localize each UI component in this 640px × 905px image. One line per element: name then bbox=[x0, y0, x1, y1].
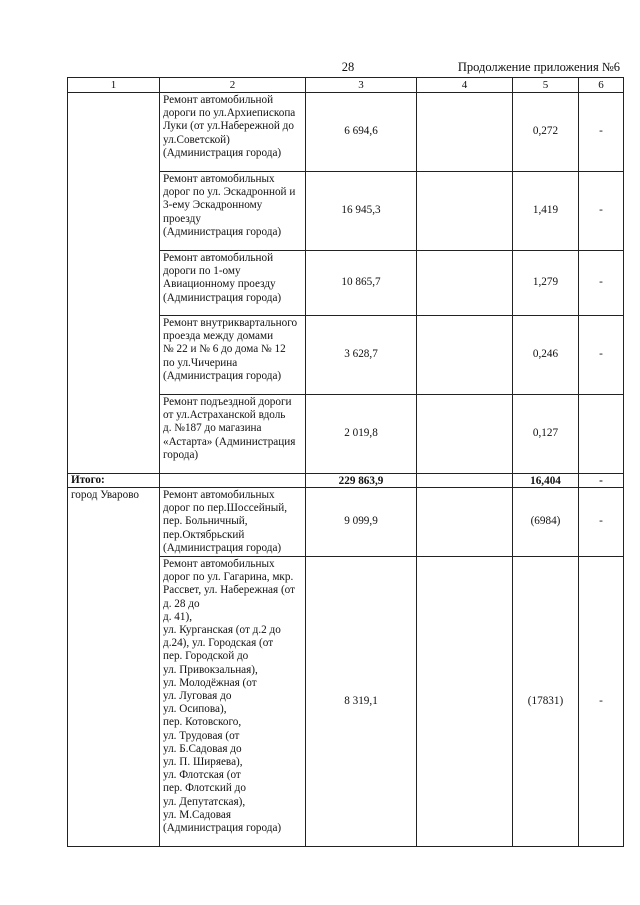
desc-line: д. №187 до магазина bbox=[163, 422, 262, 435]
cost-cell: 9 099,9 bbox=[306, 488, 417, 557]
road-description bbox=[160, 557, 306, 847]
desc-line: д. 28 до bbox=[163, 597, 200, 610]
desc-line: по ул.Чичерина bbox=[163, 356, 238, 369]
col4-cell bbox=[417, 488, 513, 557]
col6-cell: - bbox=[579, 251, 624, 316]
length-cell: 1,279 bbox=[513, 251, 579, 316]
desc-line: дорог по пер.Шоссейный, bbox=[163, 502, 288, 515]
col6-cell bbox=[579, 395, 624, 474]
col4-cell bbox=[417, 93, 513, 172]
desc-line: Ремонт автомобильной bbox=[163, 252, 274, 264]
total-col4 bbox=[417, 474, 513, 488]
col4-cell bbox=[417, 172, 513, 251]
length-cell: (17831) bbox=[513, 557, 579, 847]
desc-line: дорог по ул. Гагарина, мкр. bbox=[163, 571, 294, 584]
desc-line: Ремонт автомобильных bbox=[163, 558, 275, 571]
cost-cell: 16 945,3 bbox=[306, 172, 417, 251]
desc-line: Ремонт подъездной дороги bbox=[163, 396, 292, 408]
desc-line: пер.Октябрьский bbox=[163, 528, 245, 541]
length-cell: 1,419 bbox=[513, 172, 579, 251]
desc-line: Ремонт внутриквартального bbox=[163, 317, 298, 329]
length-cell: 0,272 bbox=[513, 93, 579, 172]
desc-line: дороги по 1-ому bbox=[163, 265, 241, 278]
desc-line: ул. Молодёжная (от bbox=[163, 676, 257, 689]
desc-line: проезду bbox=[163, 212, 201, 225]
desc-line: д.24), ул. Городская (от bbox=[163, 637, 274, 650]
col4-cell bbox=[417, 557, 513, 847]
desc-line: ул. М.Садовая bbox=[163, 808, 231, 821]
desc-line: ул. Флотская (от bbox=[163, 769, 241, 782]
desc-line: (Администрация города) bbox=[163, 291, 282, 304]
desc-line: ул. П. Ширяева), bbox=[163, 756, 243, 769]
roads-table bbox=[67, 77, 624, 847]
length-cell: (6984) bbox=[513, 488, 579, 557]
desc-line: (Администрация города) bbox=[163, 146, 282, 159]
desc-line: Ремонт автомобильных bbox=[163, 489, 275, 501]
col6-cell: - bbox=[579, 93, 624, 172]
road-description bbox=[160, 488, 306, 557]
desc-line: Ремонт автомобильной bbox=[163, 94, 274, 106]
desc-line: ул. Курганская (от д.2 до bbox=[163, 624, 281, 637]
city-name-cell: город Уварово bbox=[68, 488, 160, 847]
desc-line: ул. Луговая до bbox=[163, 690, 232, 703]
cost-cell: 3 628,7 bbox=[306, 316, 417, 395]
desc-line: № 22 и № 6 до дома № 12 bbox=[163, 343, 286, 356]
total-length: 16,404 bbox=[513, 474, 579, 488]
desc-line: ул. Привокзальная), bbox=[163, 663, 258, 676]
col6-cell: - bbox=[579, 172, 624, 251]
col6-cell: - bbox=[579, 557, 624, 847]
desc-line: Луки (от ул.Набережной до bbox=[163, 120, 294, 133]
desc-line: от ул.Астраханской вдоль bbox=[163, 409, 286, 422]
desc-line: (Администрация города) bbox=[163, 225, 282, 238]
total-col6: - bbox=[579, 474, 624, 488]
desc-line: Ремонт автомобильных bbox=[163, 173, 275, 185]
desc-line: Авиационному проезду bbox=[163, 278, 276, 291]
col4-cell bbox=[417, 316, 513, 395]
desc-line: пер. Городской до bbox=[163, 650, 249, 663]
col-num-5: 5 bbox=[513, 78, 579, 93]
col-num-6: 6 bbox=[579, 78, 624, 93]
road-description bbox=[160, 316, 306, 395]
appendix-continuation: Продолжение приложения №6 bbox=[457, 60, 620, 74]
length-cell: 0,246 bbox=[513, 316, 579, 395]
road-description bbox=[160, 395, 306, 474]
col-num-1: 1 bbox=[68, 78, 160, 93]
total-desc-cell bbox=[160, 474, 306, 488]
cost-cell: 6 694,6 bbox=[306, 93, 417, 172]
desc-line: ул. Депутатская), bbox=[163, 795, 246, 808]
table-row bbox=[68, 488, 624, 557]
total-label: Итого: bbox=[68, 474, 160, 488]
cost-cell: 8 319,1 bbox=[306, 557, 417, 847]
desc-line: дорог по ул. Эскадронной и bbox=[163, 186, 296, 199]
desc-line: д. 41), bbox=[163, 610, 192, 623]
road-description bbox=[160, 93, 306, 172]
col4-cell bbox=[417, 251, 513, 316]
length-cell: 0,127 bbox=[513, 395, 579, 474]
total-row bbox=[68, 474, 624, 488]
column-number-row bbox=[68, 78, 624, 93]
desc-line: Рассвет, ул. Набережная (от bbox=[163, 584, 296, 597]
col-num-4: 4 bbox=[417, 78, 513, 93]
desc-line: пер. Котовского, bbox=[163, 716, 242, 729]
road-description bbox=[160, 251, 306, 316]
desc-line: ул. Осипова), bbox=[163, 703, 227, 716]
cost-cell: 10 865,7 bbox=[306, 251, 417, 316]
desc-line: проезда между домами bbox=[163, 330, 274, 343]
road-description bbox=[160, 172, 306, 251]
desc-line: пер. Больничный, bbox=[163, 515, 248, 528]
desc-line: города) bbox=[163, 448, 199, 461]
page-number: 28 bbox=[341, 60, 355, 74]
desc-line: ул.Советской) bbox=[163, 133, 230, 146]
desc-line: «Астарта» (Администрация bbox=[163, 435, 296, 448]
cost-cell: 2 019,8 bbox=[306, 395, 417, 474]
desc-line: (Администрация города) bbox=[163, 822, 282, 835]
total-cost: 229 863,9 bbox=[306, 474, 417, 488]
desc-line: пер. Флотский до bbox=[163, 782, 246, 795]
desc-line: ул. Б.Садовая до bbox=[163, 742, 242, 755]
col-num-2: 2 bbox=[160, 78, 306, 93]
table-row bbox=[68, 93, 624, 172]
desc-line: (Администрация города) bbox=[163, 369, 282, 382]
desc-line: ул. Трудовая (от bbox=[163, 729, 240, 742]
col6-cell: - bbox=[579, 488, 624, 557]
col4-cell bbox=[417, 395, 513, 474]
desc-line: 3-ему Эскадронному bbox=[163, 199, 263, 212]
col-num-3: 3 bbox=[306, 78, 417, 93]
desc-line: дороги по ул.Архиепископа bbox=[163, 107, 296, 120]
district-cell bbox=[68, 93, 160, 474]
col6-cell: - bbox=[579, 316, 624, 395]
desc-line: (Администрация города) bbox=[163, 541, 282, 554]
